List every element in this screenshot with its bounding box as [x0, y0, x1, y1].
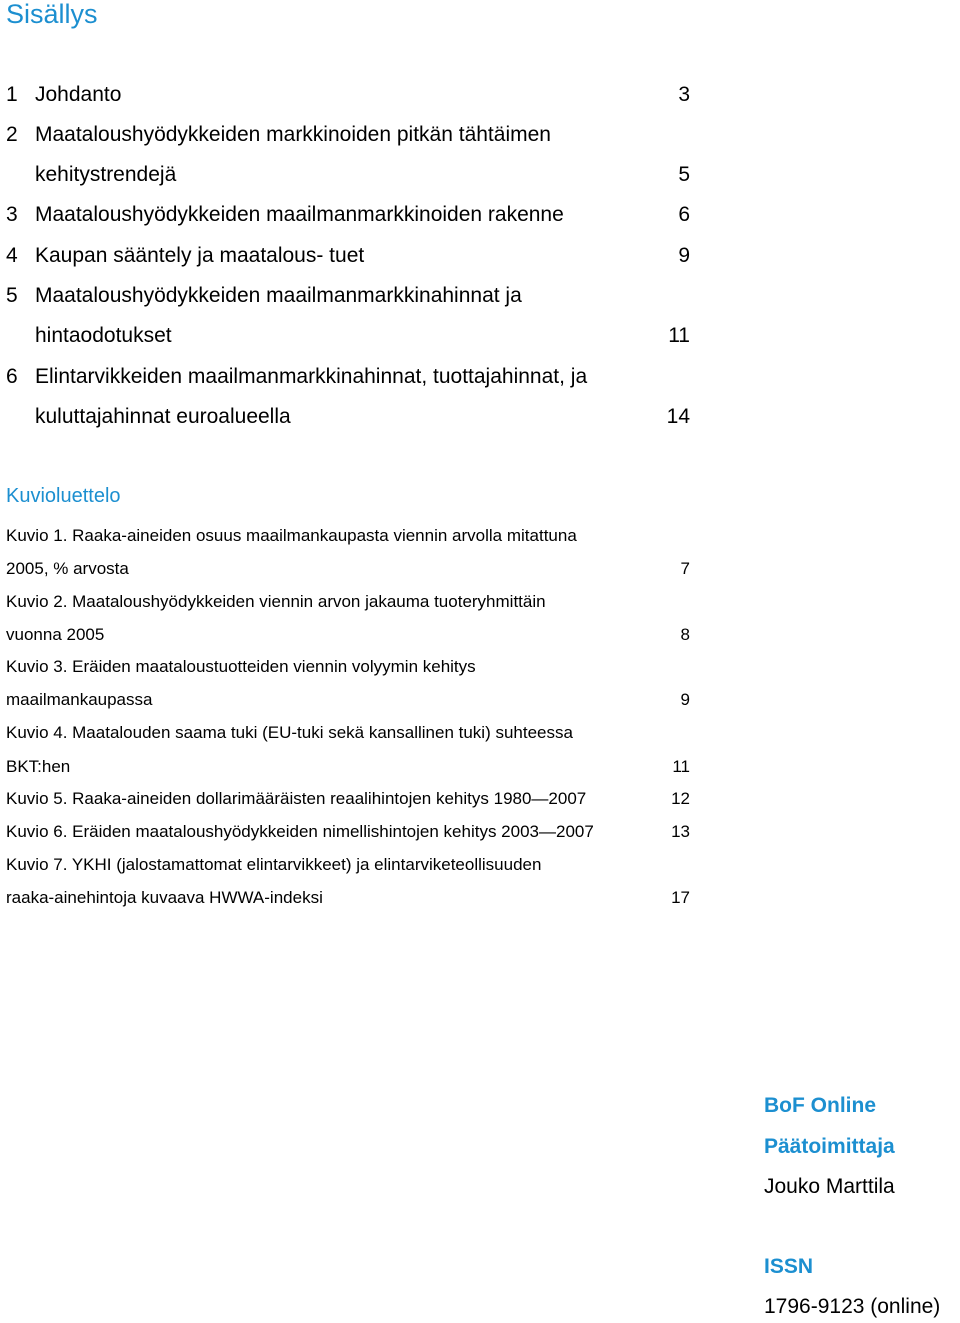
toc-title: Kaupan sääntely ja maatalous- tuet — [35, 244, 365, 267]
publication-name: BoF Online — [764, 1094, 876, 1117]
figure-title-cont: raaka-ainehintoja kuvaava HWWA-indeksi — [6, 888, 323, 907]
toc-page: 9 — [678, 244, 690, 267]
figure-page: 9 — [680, 690, 690, 709]
toc-number: 4 — [6, 244, 18, 267]
figure-title: Kuvio 2. Maataloushyödykkeiden viennin arvon jakauma tuoteryhmittäin — [6, 592, 546, 611]
toc-page: 5 — [678, 163, 690, 186]
toc-number: 6 — [6, 365, 18, 388]
toc-number: 3 — [6, 203, 18, 226]
toc-page: 6 — [678, 203, 690, 226]
toc-title-cont: hintaodotukset — [35, 324, 172, 347]
figure-title: Kuvio 3. Eräiden maataloustuotteiden viennin volyymin kehitys — [6, 657, 476, 676]
figure-page: 13 — [671, 822, 690, 841]
toc-number: 1 — [6, 83, 18, 106]
toc-number: 2 — [6, 123, 18, 146]
editor-label: Päätoimittaja — [764, 1135, 895, 1158]
toc-title: Johdanto — [35, 83, 122, 106]
figure-page: 8 — [680, 625, 690, 644]
figure-title-cont: 2005, % arvosta — [6, 559, 129, 578]
toc-title-cont: kehitystrendejä — [35, 163, 177, 186]
page-title: Sisällys — [6, 0, 98, 29]
figure-list-heading: Kuvioluettelo — [6, 485, 121, 507]
figure-title: Kuvio 6. Eräiden maataloushyödykkeiden nimellishintojen kehitys 2003—2007 — [6, 822, 594, 841]
figure-page: 12 — [671, 789, 690, 808]
editor-name: Jouko Marttila — [764, 1175, 895, 1198]
issn-label: ISSN — [764, 1255, 814, 1278]
toc-title: Maataloushyödykkeiden markkinoiden pitkän tähtäimen — [35, 123, 551, 146]
toc-title: Maataloushyödykkeiden maailmanmarkkinoiden rakenne — [35, 203, 564, 226]
toc-page: 14 — [666, 405, 690, 428]
figure-title-cont: maailmankaupassa — [6, 690, 153, 709]
figure-title: Kuvio 5. Raaka-aineiden dollarimääräisten reaalihintojen kehitys 1980—2007 — [6, 789, 587, 808]
figure-title-cont: vuonna 2005 — [6, 625, 105, 644]
toc-title: Maataloushyödykkeiden maailmanmarkkinahinnat ja — [35, 284, 522, 307]
toc-title: Elintarvikkeiden maailmanmarkkinahinnat, tuottajahinnat, ja — [35, 365, 588, 388]
figure-title: Kuvio 7. YKHI (jalostamattomat elintarvikkeet) ja elintarviketeollisuuden — [6, 855, 542, 874]
toc-page: 11 — [668, 324, 690, 347]
figure-title: Kuvio 1. Raaka-aineiden osuus maailmankaupasta viennin arvolla mitattuna — [6, 526, 577, 545]
toc-number: 5 — [6, 284, 18, 307]
figure-title-cont: BKT:hen — [6, 757, 71, 776]
figure-title: Kuvio 4. Maatalouden saama tuki (EU-tuki sekä kansallinen tuki) suhteessa — [6, 723, 573, 742]
issn-value: 1796-9123 (online) — [764, 1295, 941, 1318]
figure-page: 7 — [680, 559, 690, 578]
figure-page: 11 — [672, 757, 690, 776]
figure-page: 17 — [671, 888, 690, 907]
toc-title-cont: kuluttajahinnat euroalueella — [35, 405, 291, 428]
toc-page: 3 — [678, 83, 690, 106]
